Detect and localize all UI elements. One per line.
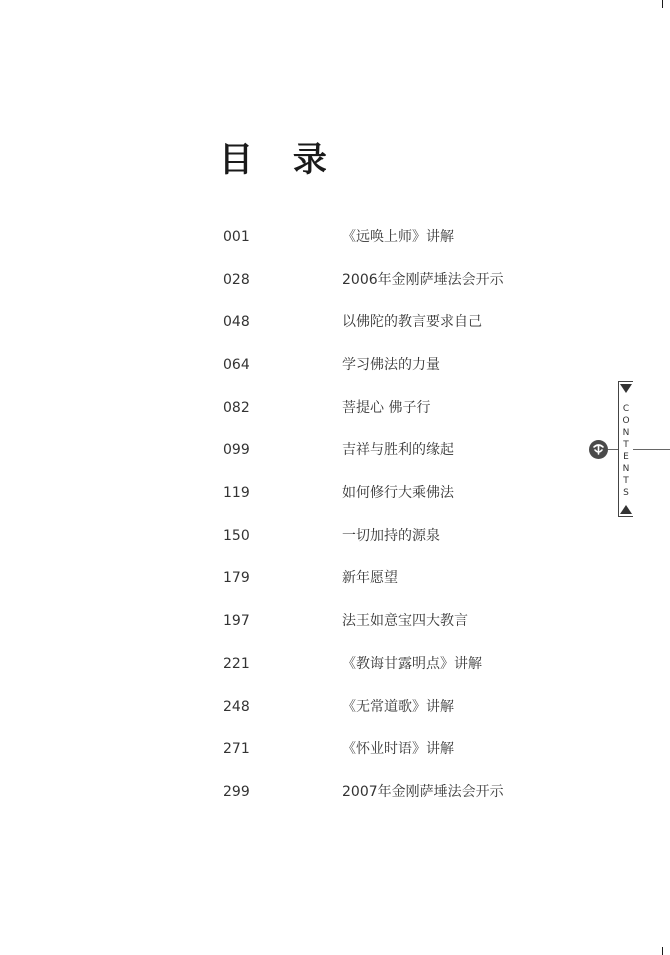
toc-page-number: 099	[223, 442, 250, 458]
toc-entry-title: 《怀业时语》讲解	[342, 741, 454, 757]
toc-entry-title: 如何修行大乘佛法	[342, 485, 454, 501]
toc-entry[interactable]	[223, 311, 543, 333]
toc-entry[interactable]	[223, 567, 543, 589]
toc-entry-title: 新年愿望	[342, 570, 398, 586]
toc-entry[interactable]	[223, 439, 543, 461]
toc-page-number: 150	[223, 528, 250, 544]
toc-entry-title: 2006年金刚萨埵法会开示	[342, 272, 504, 288]
crop-mark-top-right	[662, 0, 663, 8]
toc-entry-title: 《无常道歌》讲解	[342, 699, 454, 715]
toc-page-number: 221	[223, 656, 250, 672]
toc-page-number: 299	[223, 784, 250, 800]
toc-entry[interactable]	[223, 269, 543, 291]
toc-page-number: 271	[223, 741, 250, 757]
toc-page-number: 248	[223, 699, 250, 715]
toc-page-number: 001	[223, 229, 250, 245]
page-title: 目 录	[219, 140, 341, 180]
toc-entry[interactable]	[223, 354, 543, 376]
toc-page-number: 179	[223, 570, 250, 586]
toc-entry-title: 学习佛法的力量	[342, 357, 440, 373]
toc-page-number: 064	[223, 357, 250, 373]
triangle-down-icon	[620, 384, 632, 393]
toc-entry[interactable]	[223, 653, 543, 675]
toc-entry-title: 《远唤上师》讲解	[342, 229, 454, 245]
toc-page-number: 082	[223, 400, 250, 416]
toc-entry-title: 以佛陀的教言要求自己	[342, 314, 482, 330]
toc-entry[interactable]	[223, 525, 543, 547]
toc-entry-title: 《教诲甘露明点》讲解	[342, 656, 482, 672]
contents-tab-label: CONTENTS	[621, 404, 631, 500]
toc-entry-title: 菩提心 佛子行	[342, 400, 431, 416]
toc-entry-title: 2007年金刚萨埵法会开示	[342, 784, 504, 800]
triangle-up-icon	[620, 505, 632, 514]
tibetan-seal-icon	[589, 440, 608, 459]
crop-mark-bottom-right	[662, 947, 663, 955]
toc-entry[interactable]	[223, 738, 543, 760]
seal-glyph-icon	[589, 440, 608, 459]
toc-entry-title: 吉祥与胜利的缘起	[342, 442, 454, 458]
toc-page-number: 197	[223, 613, 250, 629]
toc-entry-title: 一切加持的源泉	[342, 528, 440, 544]
toc-entry[interactable]	[223, 397, 543, 419]
toc-entry[interactable]	[223, 226, 543, 248]
toc-page-number: 119	[223, 485, 250, 501]
toc-entry[interactable]	[223, 696, 543, 718]
toc-entry[interactable]	[223, 610, 543, 632]
toc-entry[interactable]	[223, 781, 543, 803]
toc-entry[interactable]	[223, 482, 543, 504]
toc-entry-title: 法王如意宝四大教言	[342, 613, 468, 629]
contents-side-tab[interactable]	[618, 381, 633, 517]
toc-page-number: 028	[223, 272, 250, 288]
toc-page-number: 048	[223, 314, 250, 330]
